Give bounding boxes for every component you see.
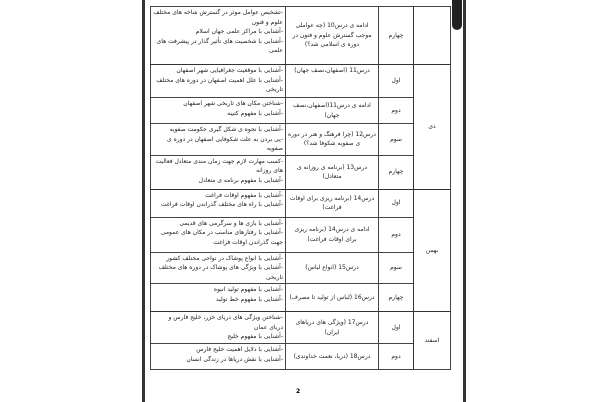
objectives-cell (151, 155, 286, 189)
lesson-cell: درس17 (ویژگی های دریاهای ایران) (286, 312, 379, 344)
month-cell: اسفند (414, 312, 451, 370)
objective: -آشنایی با دلایل اهمیت خلیج فارس (196, 346, 283, 353)
table-row (151, 252, 451, 284)
objectives-cell (151, 65, 286, 98)
week-cell: چهارم (379, 155, 414, 189)
objective: -آشنایی با انواع پوشاک در نواحی مختلف کشور (166, 254, 283, 262)
objective: -آشنایی با مراکز علمی جهان اسلام (195, 28, 283, 35)
week-cell: دوم (379, 344, 414, 370)
objective: -آشنایی با نقش دریاها در زندگی انسان (186, 355, 283, 363)
objective: -آشنایی با رفتارهای مناسب در مکان های عمومی جهت گذراندن اوقات فراغت (160, 229, 283, 246)
lesson-plan-table (150, 6, 451, 370)
objectives-cell (151, 252, 286, 284)
objectives-cell (151, 98, 286, 124)
week-cell: دوم (379, 98, 414, 124)
objective: -پی بردن به علت شکوفایی اصفهان در دوره ی صفویه (167, 135, 283, 152)
month-cell: بهمن (414, 189, 451, 312)
objective: -آشنایی با شخصیت های تأثیر گذار در پیشرفت های علمی (156, 37, 283, 54)
month-cell: دی (414, 65, 451, 190)
week-cell: سوم (379, 252, 414, 284)
objective: -آشنایی با مفهوم خط تولید (215, 295, 283, 303)
page-corner (452, 0, 462, 30)
table-row (151, 312, 451, 344)
lesson-cell: درس13 (برنامه ی روزانه ی متعادل) (286, 155, 379, 189)
objective: -آشنایی با موقعیت جغرافیایی شهر اصفهان (176, 67, 283, 74)
objectives-cell (151, 7, 286, 65)
objective: -تشخیص عوامل موثر در گسترش شاخه های مختلف علوم و فنون (153, 9, 283, 26)
lesson-cell: درس11 (اصفهان،نصف جهان) (286, 65, 379, 98)
table-row (151, 65, 451, 98)
objective: -شناختن مکان های تاریخی شهر اصفهان (183, 100, 283, 107)
objective: -آشنایی با مفهوم کتیبه (227, 109, 283, 117)
objectives-cell (151, 217, 286, 252)
objective: -آشنایی با بازی ها و سرگرمی های قدیمی (179, 219, 283, 227)
lesson-cell: درس12 (چرا فرهنگ و هنر در دوره ی صفویه شکوفا شد؟) (286, 124, 379, 156)
objective: -آشنایی با نحوه ی شکل گیری حکومت صفویه (169, 126, 283, 133)
month-cell (414, 7, 451, 65)
table-row (151, 7, 451, 65)
objectives-cell (151, 189, 286, 217)
lesson-cell: درس15 (انواع لباس) (286, 252, 379, 284)
objectives-cell (151, 284, 286, 312)
week-cell: چهارم (379, 7, 414, 65)
lesson-cell: درس18 (دریا، نعمت خداوندی) (286, 344, 379, 370)
table-row (151, 98, 451, 124)
objective: -آشنایی با ویژگی های پوشاک در دوره های مختلف تاریخی (158, 264, 283, 281)
objective: -آشنایی با راه های مختلف گذراندن اوقات فراغت (160, 201, 283, 208)
objective: -شناختن ویژگی های دریای خزر، خلیج فارس و دریای عمان (168, 314, 283, 331)
table-row (151, 189, 451, 217)
objective: -آشنایی با مفهوم برنامه ی متعادل (198, 176, 283, 184)
table-row (151, 284, 451, 312)
objective: -آشنایی با مفهوم تولید انبوه (213, 286, 283, 293)
objectives-cell (151, 344, 286, 370)
page-number: 2 (296, 388, 301, 395)
week-cell: سوم (379, 124, 414, 156)
week-cell: دوم (379, 217, 414, 252)
table-row (151, 217, 451, 252)
objectives-cell (151, 312, 286, 344)
lesson-cell: درس14 (برنامه ریزی برای اوقات فراغت) (286, 189, 379, 217)
table-row (151, 344, 451, 370)
lesson-cell: ادامه ی درس10 (چه عواملی موجب گسترش علوم و فنون در دوره ی اسلامی شد؟) (286, 7, 379, 65)
lesson-cell: ادامه ی درس11(اصفهان،نصف جهان) (286, 98, 379, 124)
week-cell: چهارم (379, 284, 414, 312)
week-cell: اول (379, 189, 414, 217)
objective: -کسب مهارت لازم جهت زمان مندی متعادل فعالیت های روزانه (155, 157, 283, 174)
table-row (151, 124, 451, 156)
objective: -آشنایی با علل اهمیت اصفهان در دوره های مختلف تاریخی (156, 76, 283, 93)
week-cell: اول (379, 312, 414, 344)
lesson-cell: درس16 (لباس از تولید تا مصرف) (286, 284, 379, 312)
objective: -آشنایی با مفهوم خلیج (227, 333, 283, 340)
objective: -آشنایی با مفهوم اوقات فراغت (205, 191, 283, 199)
table-row (151, 155, 451, 189)
week-cell: اول (379, 65, 414, 98)
objectives-cell (151, 124, 286, 156)
lesson-cell: ادامه ی درس14 (برنامه ریزی برای اوقات فراغت) (286, 217, 379, 252)
